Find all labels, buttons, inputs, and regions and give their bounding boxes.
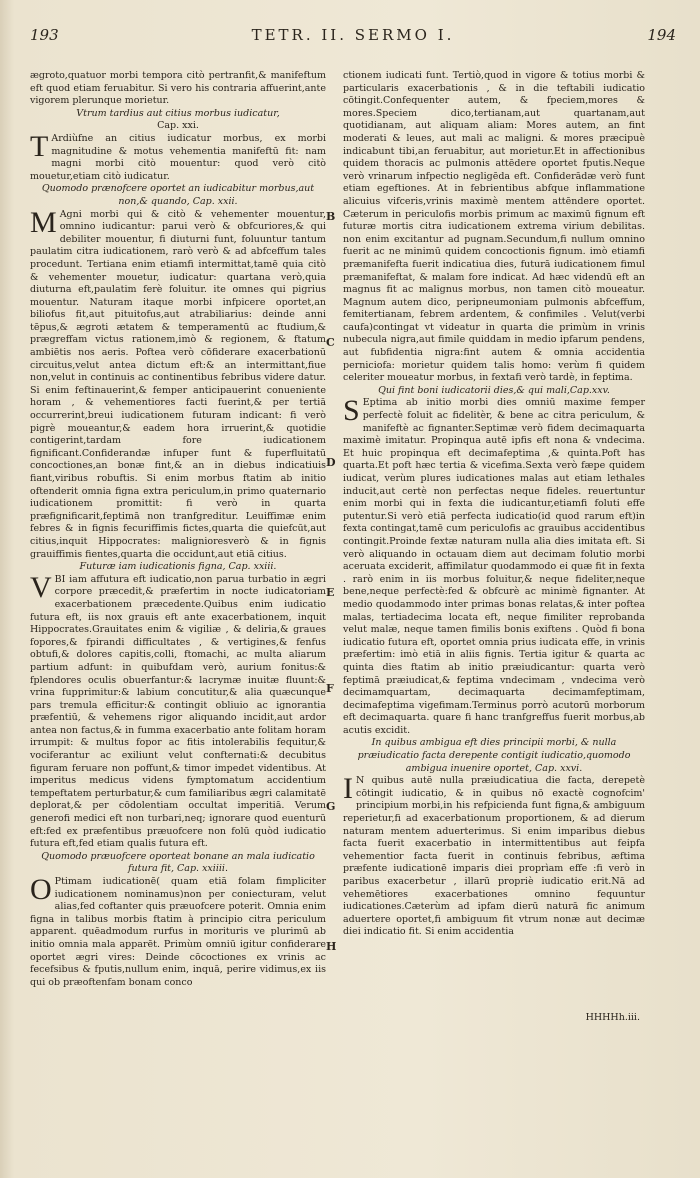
chapter-title: Futuræ iam iudicationis figna, Cap. xxiii.: [79, 561, 277, 573]
margin-marker: G: [326, 800, 336, 813]
chapter-paragraph: [343, 772, 645, 939]
margin-marker: F: [326, 682, 334, 695]
paragraph-text: BI iam affutura eft iudicatio,non parua turbatio in ægri corpore præcedit,& præfertim in nocte iudicatoriam exacerbationem præcedente.Quibus enim iudicatio futura eft, iis nox grauis eft ante exacerbationem, inquit Hippocrates.Grauitates enim & vigiliæ , & deliria,& graues fopores,& fpirandi difficultates , & vertigines,& fenfus obtufi,& dolores capitis,colli, ftomachi, ac multa aliarum partium adfunt: in quibufdam verò, aurium fonitus:& fplendores oculis obuerfantur:& lacrymæ inuitæ fluunt:& vrina fupprimitur:& labium concutitur,& alia quæcunque pars tremula efficitur:& contingit obliuio ac ignorantia præfentiū, & vehemens rigor aliquando incidit,aut ardor antea non factus,& in fumma exacerbatio ante folitam horam irrumpit: & multus fopor ac fitis intolerabilis fequitur,& vociferantur ac exiliunt velut confternati:& decubitus figuram feruare non poffunt,& timor impedet videntibus. At imperitus medicus videns fymptomatum accidentium tempeftatem perturbatur,& cum familiaribus ægri calamitatē deplorat,& per cōdolentiam occultat imperitiā. Verum generofi medici eft non turbari,neq; ignorare quod euenturū eft:fed ex præfentibus præuofcere non folū quòd iudicatio futura eft,fed etiam qualis futura eft.: [30, 573, 326, 850]
drop-cap: V: [30, 570, 52, 604]
paragraph-text: Ardiùfne an citius iudicatur morbus, ex morbi magnitudine & motus vehementia manifeftū fit: nam magni morbi citò mouentur: quod verò citò mouetur,etiam citò iudicatur.: [30, 132, 326, 182]
page-number-left: 193: [30, 26, 59, 44]
left-column: [30, 70, 326, 989]
chapter-paragraph: [30, 129, 326, 183]
margin-marker: D: [326, 456, 336, 469]
running-title: TETR. II. SERMO I.: [251, 26, 455, 44]
paragraph-text: Ptimam iudicationē( quam etiā folam fimpliciter iudicationem nominamus)non per coniecturam, velut alias,fed coftanter quis præuofcere poterit. Omnia enim figna in talibus morbis ftatim à principio citra periculum apparent. quēadmodum rurfus in morituris ve plurimū ab initio omnia mala apparēt. Primùm omniū igitur confiderare oportet ægri vires: Deinde cōcoctiones ex vrinis ac fecefsibus & fputis,nullum enim, inquā, perire vidimus,ex iis qui ob præoftenfam bonam conco: [30, 876, 326, 988]
chapter-paragraph: [30, 205, 326, 562]
signature-mark: HHHHh.iii.: [585, 1012, 640, 1023]
page-number-right: 194: [647, 26, 676, 44]
drop-cap: I: [343, 772, 353, 806]
drop-cap: M: [30, 205, 57, 239]
paragraph-text: N quibus autē nulla præiudicatiua die facta, derepetè cōtingit iudicatio, & in quibus nō exactè cognofcim' principium morbi,in his refpicienda funt figna,& ambiguum reperietur,fi ad exacerbationum proportionem, & ad dierum naturam mentem aduerterimus. Si enim imparibus diebus facta fuerit exacerbatio in intermittentibus aut feipfa vehementior facta fuerit in continuis febribus, æftima præfente iudicationē imparis diei proprìam effe :fi verò in paribus exacerbetur , illarū propriè iudicatio erit.Nā ad vehemētiores exacerbationes omnino fequuntur iudicationes.Cæterùm ad ipfam dierū naturā fic animum aduertere oportet,fi ambiguum fit vtrum nonæ aut decimæ diei indicatio fit. Si enim accidentia: [343, 775, 645, 938]
chapter-title: Quomodo prænofcere oportet an iudicabitur morbus,aut non,& quando, Cap. xxii.: [41, 183, 315, 207]
margin-marker: B: [326, 210, 336, 223]
paragraph-text: Agni morbi qui & citò & vehementer mouentur, omnino iudicantur: parui verò & obfcuriores,& qui debiliter mouentur, fi diuturni funt, foluuntur tantum paulatim citra iudicationem, rarò verò & ad abfceffum tales procedunt. Tertiana enim etiamfi intermittat,tamē quia citò & vehementer mouetur, iudicatur: quartana verò,quia diuturna eft,paulatim ferè foluitur. ite omnes qui pigrius mouentur. Naturam itaque morbi infpicere oportet,an biliofus fit,aut pituitofus,aut atrabiliarius: deinde anni tēpus,& ægroti ætatem & temperamentū ac ftudium,& prægreffam victus rationem,imò & regionem, & ftatum ambiētis nos aeris. Poftea verò cōfiderare exacerbationū circuitus,velut antea dictum eft:& an intermittant,fiue non,velut in continuis ac continentibus febribus videre datur. Si enim feftinauerint,& femper anticipauerint conueniente horam , & vehementiores facti fuerint,& per tertiā occurrerint,breui iudicationem futuram indicant: fi verò pigrè moueantur,& eadem hora irruerint,& quotidie contigerint,tardam fore iudicationem fignificant.Confiderandæ infuper funt & fuperfluitatū concoctiones,an bonæ fint,& an in diebus indicatiuis fiant,viribus robuftis. Si enim morbus ftatim ab initio oftenderit omnia figna extra periculum,in primo quaternario iudicationem promittit: fi verò in quarta præfignificarit,feptimā non tranfgreditur. Leuiffimæ enim febres & in fignis fecuriffimis fictes,quarta die quiefcūt,aut citius,inquit Hippocrates: malignioresverò & in fignis grauiffimis fientes,quarta die occidunt,aut etiā citius.: [30, 208, 326, 560]
drop-cap: T: [30, 129, 49, 163]
chapter-paragraph: [343, 394, 645, 737]
body-paragraph: ctionem iudicati funt. Tertiò,quod in vigore & totius morbi & particularis exacerbationis , & in die teftabili iudicatio cōtingit.Confequenter autem, & fpeciem,mores & mores.Speciem dico,tertianam,aut quartanam,aut quotidianam, aut aliquam aliam: Mores autem, an fint moderati & leues, aut mali ac maligni. & mores præcipuè indicabunt tibi,an feruabitur, aut morietur.Et in affectionibus quidem thoracis ac pulmonis attēdere oportet fputis.Neque verò vrinarum infpectio negligēda eft. Confiderādæ verò funt etiam egeftiones. At in febrientibus abfque inflammatione alicuius vifceris,vrinis maximè mentem attēndere oportet. Cæterum in periculofis morbis primum ac maximū fignum eft futuræ mortis citra iudicationem extrema virium debilitas. non enim excitantur ad pugnam.Secundum,fi nullum omnino fuerit ac ne minimū quidem concoctionis fignum. imò etiamfi præmanifefta fuerit indicatiua dies, futurā iudicationem fimul præmanifeftat, & malam fore indicat. Ad hæc videndū eft an magnus fit ac malignus morbus, non tamen citò moueatur. Magnum autem dico, peripneumoniam pulmonis abfceffum, femitertianam, febrem ardentem, & confimiles . Velut(verbi caufa)contingat vt videatur in quarta die primùm in vrinis nubecula nigra,aut fimile quiddam in medio ipfarum pendens, aut fubfidentia nigra:fint autem & omnia accidentia perniciofa: morietur quidem talis homo: verùm fi quidem celeriter moueatur morbus, in fextafi verò tardè, in feptima.: [343, 70, 645, 384]
chapter-title: In quibus ambigua eft dies principii morbi, & nulla præiudicatio facta derepente contigit iudicatio,quomodo ambigua inuenire oportet, Cap. xxvi.: [357, 737, 631, 774]
chapter-title: Vtrum tardius aut citius morbus iudicatur,: [76, 107, 280, 119]
chapter-paragraph: [30, 570, 326, 851]
margin-marker: E: [326, 586, 335, 599]
right-column: [343, 70, 645, 939]
chapter-paragraph: [30, 873, 326, 989]
drop-cap: O: [30, 873, 52, 906]
page-header: [30, 26, 676, 50]
margin-marker: C: [326, 336, 335, 349]
margin-marker: H: [326, 940, 337, 953]
chapter-caption: Cap. xxi.: [157, 120, 199, 132]
drop-cap: S: [343, 394, 360, 428]
chapter-title: Qui fint boni iudicatorii dies,& qui mali,Cap.xxv.: [378, 384, 610, 396]
body-paragraph: ægroto,quatuor morbi tempora citò pertranfit,& manifeftum eft quod etiam feruabitur. Si vero his contraria affuerint,ante vigorem plerunque morietur.: [30, 70, 326, 107]
paragraph-text: Eptima ab initio morbi dies omniū maxime femper perfectè foluit ac fidelitèr, & bene ac citra periculum, & manifeftè ac fignanter.Septimæ verò fidem decimaquarta maximè imitatur. Propinqua autē ipfis eft nona & vndecima. Et huic propinqua eft decimafeptima ,& quinta.Poft has quarta.Et poft hæc tertia & vicefima.Sexta verò fæpe quidem iudicat, verùm plures iudicationes malas aut etiam lethales inducit,aut certè non perfectas neque fideles. reuertuntur enim morbi qui in fexta die iudicantur,etiamfi foluti effe putentur.Si verò etiā perfecta iudicatio(id quod rarum eft)in fexta contingat,tamē cum periculofis ac grauibus accidentibus contingit.Proinde fextæ naturam nulla alia dies imitata eft. Si verò aliquando in octauam diem aut decimam folutio morbi aceruata exciderit, affimilatur quodammodo ei quæ fit in fexta . rarò enim in iis morbus foluitur,& neque fideliter,neque bene,neque perfectè:fed & obfcurè ac minimè fignanter. At medio quodammodo inter primas bonas relatas,& inter poftea malas, tertiadecima locata eft, neque fimiliter reprobanda velut malæ, neque tamen fimilis bonis exiftens . Quòd fi bona iudicatio futura eft, oportet omnia prius iudicata effe, in vrinis præfertim: imò etiā in aliis fignis. Tertia igitur & quarta ac quinta dies ftatim ab initio præiudicantur: quarta verò feptimā præiudicat,& feptima vndecimam , vndecima verò decimamquartam, decimaquarta decimamfeptimam, decimafeptima vigefimam.Terminus porrò acutorū morborum eft decimaquarta. quare fi hanc tranfgreffus fuerit morbus,ab acutis excidit.: [343, 397, 645, 736]
chapter-title: Quomodo præuofcere oporteat bonane an mala iudicatio futura fit, Cap. xxiiii.: [41, 850, 315, 875]
